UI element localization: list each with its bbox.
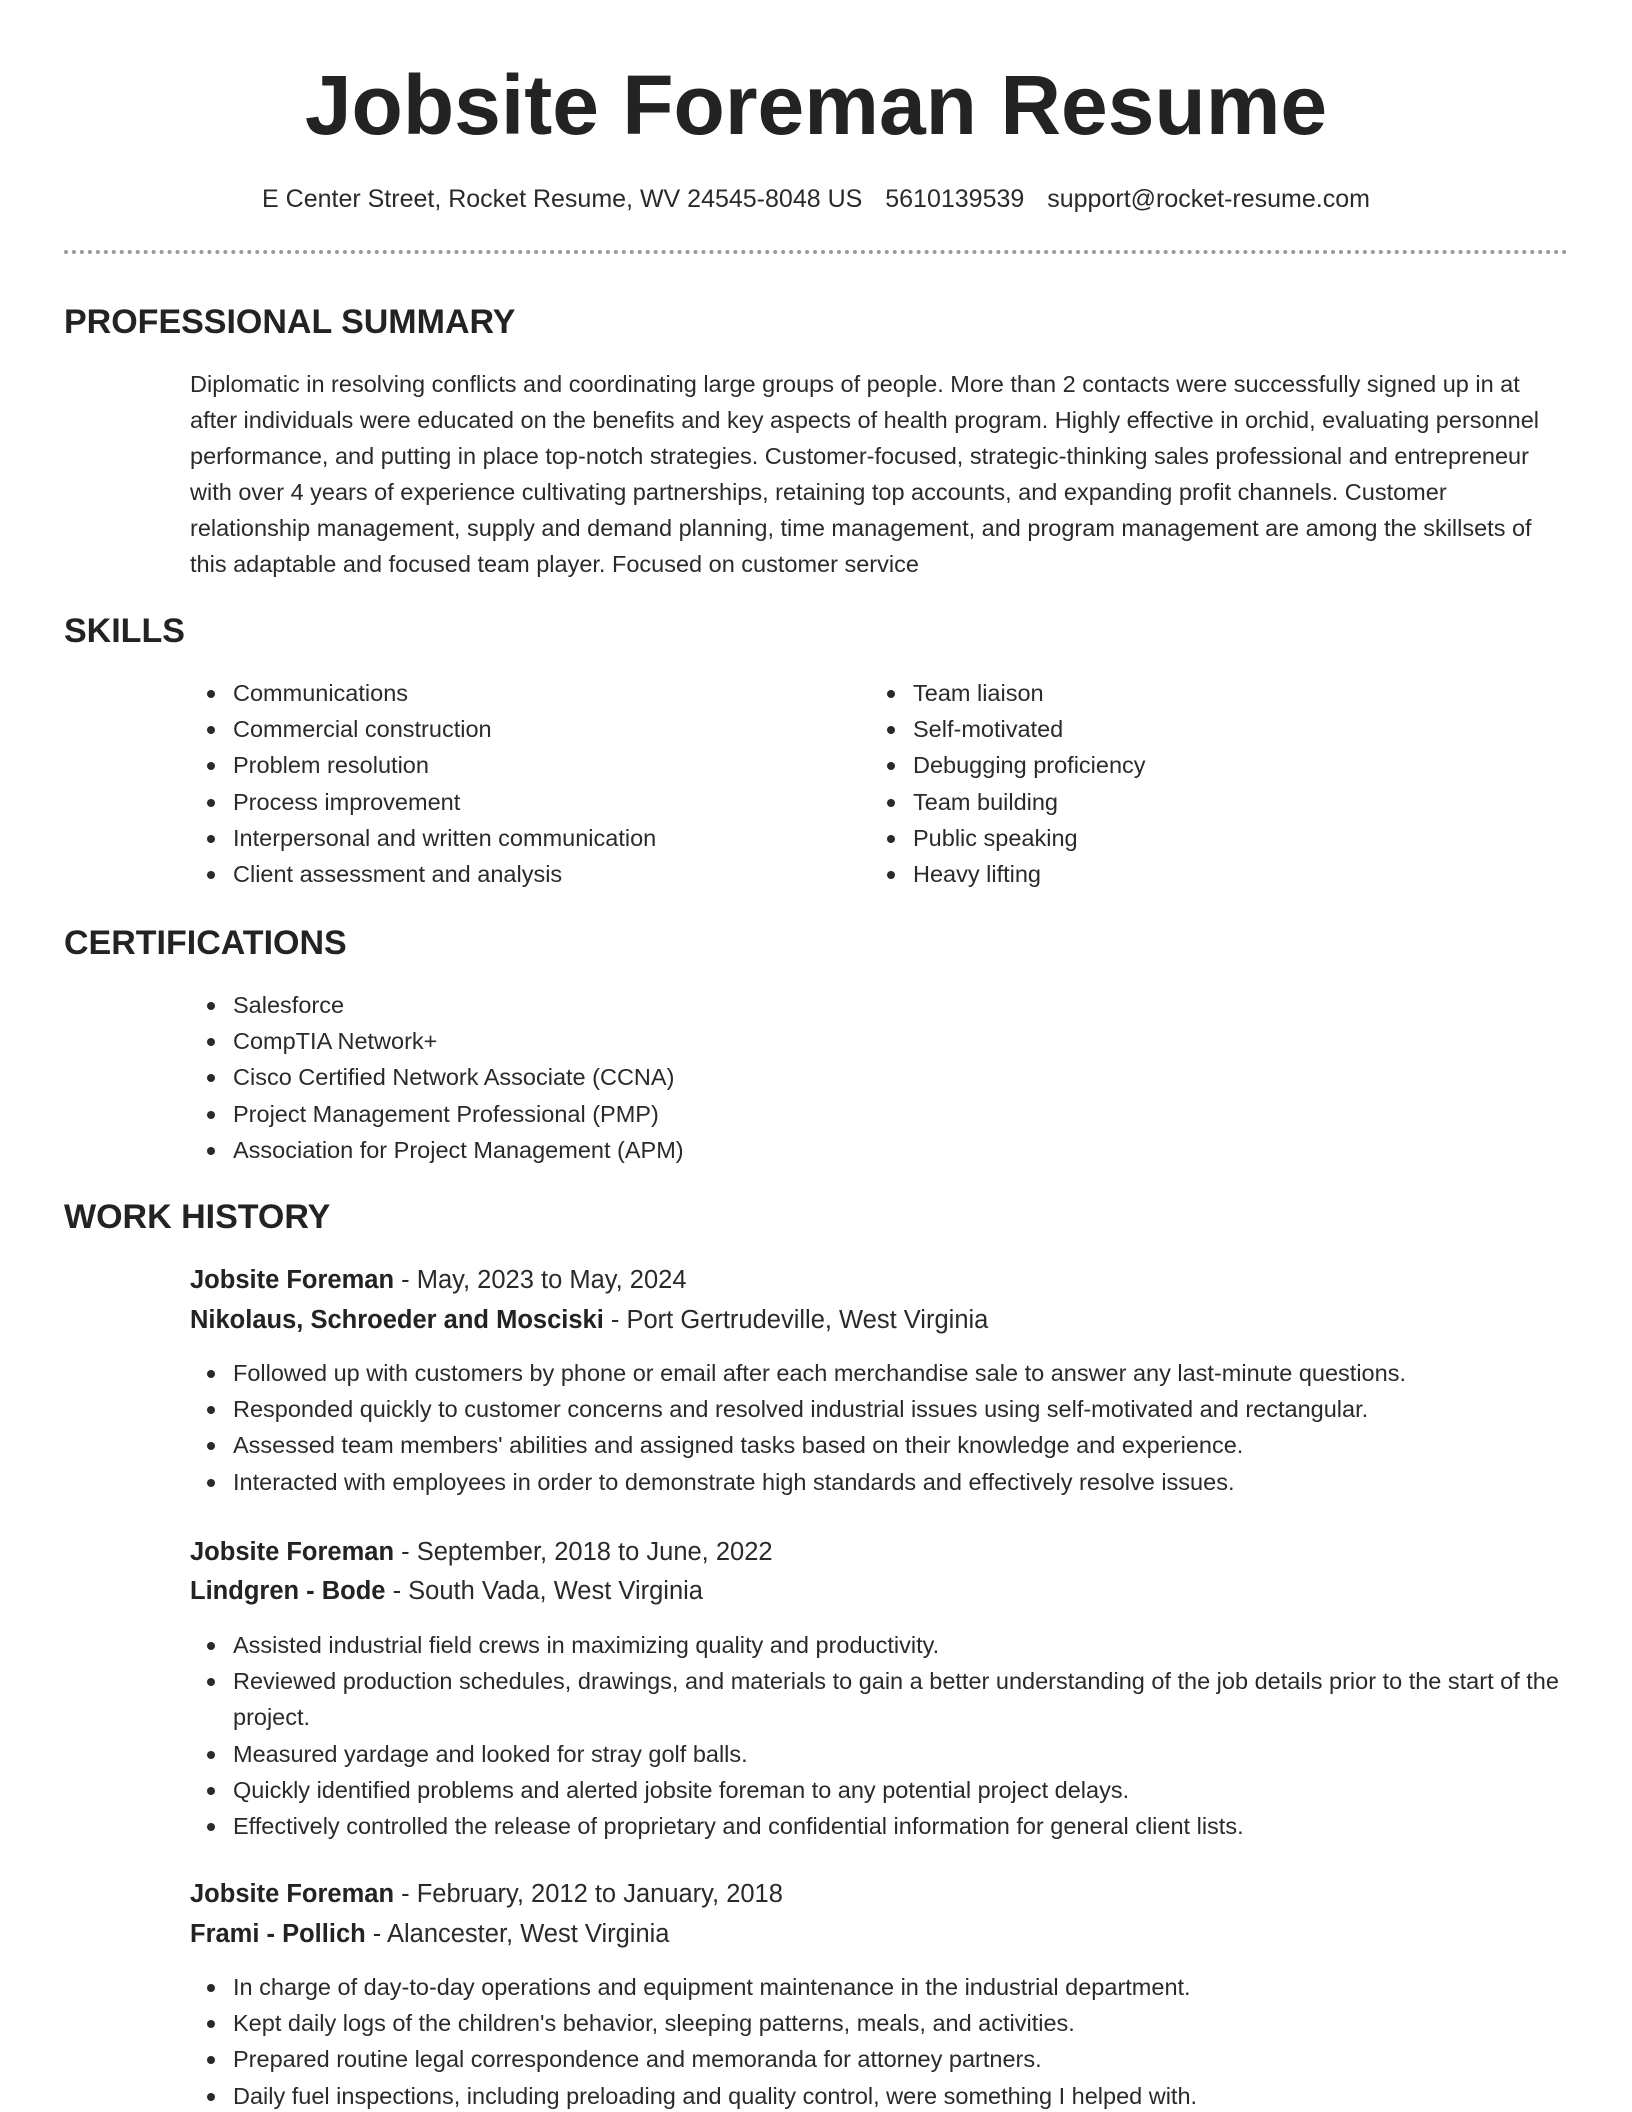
summary-heading: PROFESSIONAL SUMMARY (64, 303, 516, 341)
list-item: Prepared routine legal correspondence and memoranda for attorney partners. (190, 2041, 1570, 2077)
list-item: Commercial construction (190, 711, 850, 747)
list-item: Kept daily logs of the children's behavior, sleeping patterns, meals, and activities. (190, 2005, 1570, 2041)
list-item: Client assessment and analysis (190, 856, 850, 892)
work-history-heading: WORK HISTORY (64, 1198, 331, 1236)
list-item: Followed up with customers by phone or email after each merchandise sale to answer any last-minute questions. (190, 1355, 1570, 1391)
summary-text: Diplomatic in resolving conflicts and coordinating large groups of people. More than 2 contacts were successfully signed up in at after individuals were educated on the benefits and key aspects of health program. Highly effective in orchid, evaluating personnel performance, and putting in place top-notch strategies. Customer-focused, strategic-thinking sales professional and entrepreneur with over 4 years of experience cultivating partnerships, retaining top accounts, and expanding profit channels. Customer relationship management, supply and demand planning, time management, and program management are among the skillsets of this adaptable and focused team player. Focused on customer service (190, 371, 1540, 577)
job-title-line (190, 1534, 773, 1570)
job-location: - Port Gertrudeville, West Virginia (603, 1306, 989, 1334)
list-item: Team liaison (870, 675, 1530, 711)
list-item: Assessed team members' abilities and assigned tasks based on their knowledge and experience. (190, 1427, 1570, 1463)
list-item: Interacted with employees in order to demonstrate high standards and effectively resolve issues. (190, 1464, 1570, 1500)
list-item: Effectively controlled the release of proprietary and confidential information for general client lists. (190, 1808, 1570, 1844)
job-dates: - September, 2018 to June, 2022 (394, 1538, 773, 1566)
certifications-list (190, 987, 1530, 1168)
list-item: In charge of day-to-day operations and equipment maintenance in the industrial department. (190, 1969, 1570, 2005)
list-item: Project Management Professional (PMP) (190, 1096, 1530, 1132)
job-title: Jobsite Foreman (190, 1538, 395, 1566)
job-company-line (190, 1916, 670, 1952)
contact-address: E Center Street, Rocket Resume, WV 24545-8048 US (262, 185, 863, 213)
list-item: Measured yardage and looked for stray golf balls. (190, 1736, 1570, 1772)
page-title: Jobsite Foreman Resume (304, 58, 1328, 152)
job-company: Frami - Pollich (190, 1920, 366, 1948)
job-dates: - February, 2012 to January, 2018 (394, 1880, 783, 1908)
job-title: Jobsite Foreman (190, 1266, 395, 1294)
job-company: Lindgren - Bode (190, 1577, 386, 1605)
job-bullets (190, 1969, 1570, 2112)
job-company: Nikolaus, Schroeder and Mosciski (190, 1306, 604, 1334)
list-item: Self-motivated (870, 711, 1530, 747)
job-title-line (190, 1262, 687, 1298)
job-bullets (190, 1355, 1570, 1500)
list-item: Interpersonal and written communication (190, 820, 850, 856)
job-company-line (190, 1573, 703, 1609)
list-item: CompTIA Network+ (190, 1023, 1530, 1059)
skills-heading: SKILLS (64, 612, 185, 650)
list-item: Communications (190, 675, 850, 711)
list-item: Cisco Certified Network Associate (CCNA) (190, 1059, 1530, 1095)
job-company-line (190, 1302, 988, 1338)
skills-list-right (870, 675, 1530, 892)
list-item: Problem resolution (190, 747, 850, 783)
list-item: Association for Project Management (APM) (190, 1132, 1530, 1168)
job-location: - South Vada, West Virginia (385, 1577, 703, 1605)
list-item: Daily fuel inspections, including preloading and quality control, were something I helped with. (190, 2078, 1570, 2112)
job-title-line (190, 1876, 783, 1912)
list-item: Salesforce (190, 987, 1530, 1023)
list-item: Team building (870, 784, 1530, 820)
list-item: Public speaking (870, 820, 1530, 856)
list-item: Reviewed production schedules, drawings, and materials to gain a better understanding of the job details prior to the start of the project. (190, 1663, 1570, 1735)
job-dates: - May, 2023 to May, 2024 (394, 1266, 687, 1294)
certifications-heading: CERTIFICATIONS (64, 924, 347, 962)
list-item: Process improvement (190, 784, 850, 820)
list-item: Debugging proficiency (870, 747, 1530, 783)
contact-email: support@rocket-resume.com (1047, 185, 1370, 213)
list-item: Responded quickly to customer concerns and resolved industrial issues using self-motivated and rectangular. (190, 1391, 1570, 1427)
job-location: - Alancester, West Virginia (365, 1920, 670, 1948)
header-divider (64, 250, 1568, 254)
job-title: Jobsite Foreman (190, 1880, 395, 1908)
contact-line (0, 182, 1632, 216)
list-item: Quickly identified problems and alerted jobsite foreman to any potential project delays. (190, 1772, 1570, 1808)
job-bullets (190, 1627, 1570, 1844)
list-item: Assisted industrial field crews in maximizing quality and productivity. (190, 1627, 1570, 1663)
contact-phone: 5610139539 (885, 185, 1025, 213)
skills-list-left (190, 675, 850, 892)
list-item: Heavy lifting (870, 856, 1530, 892)
